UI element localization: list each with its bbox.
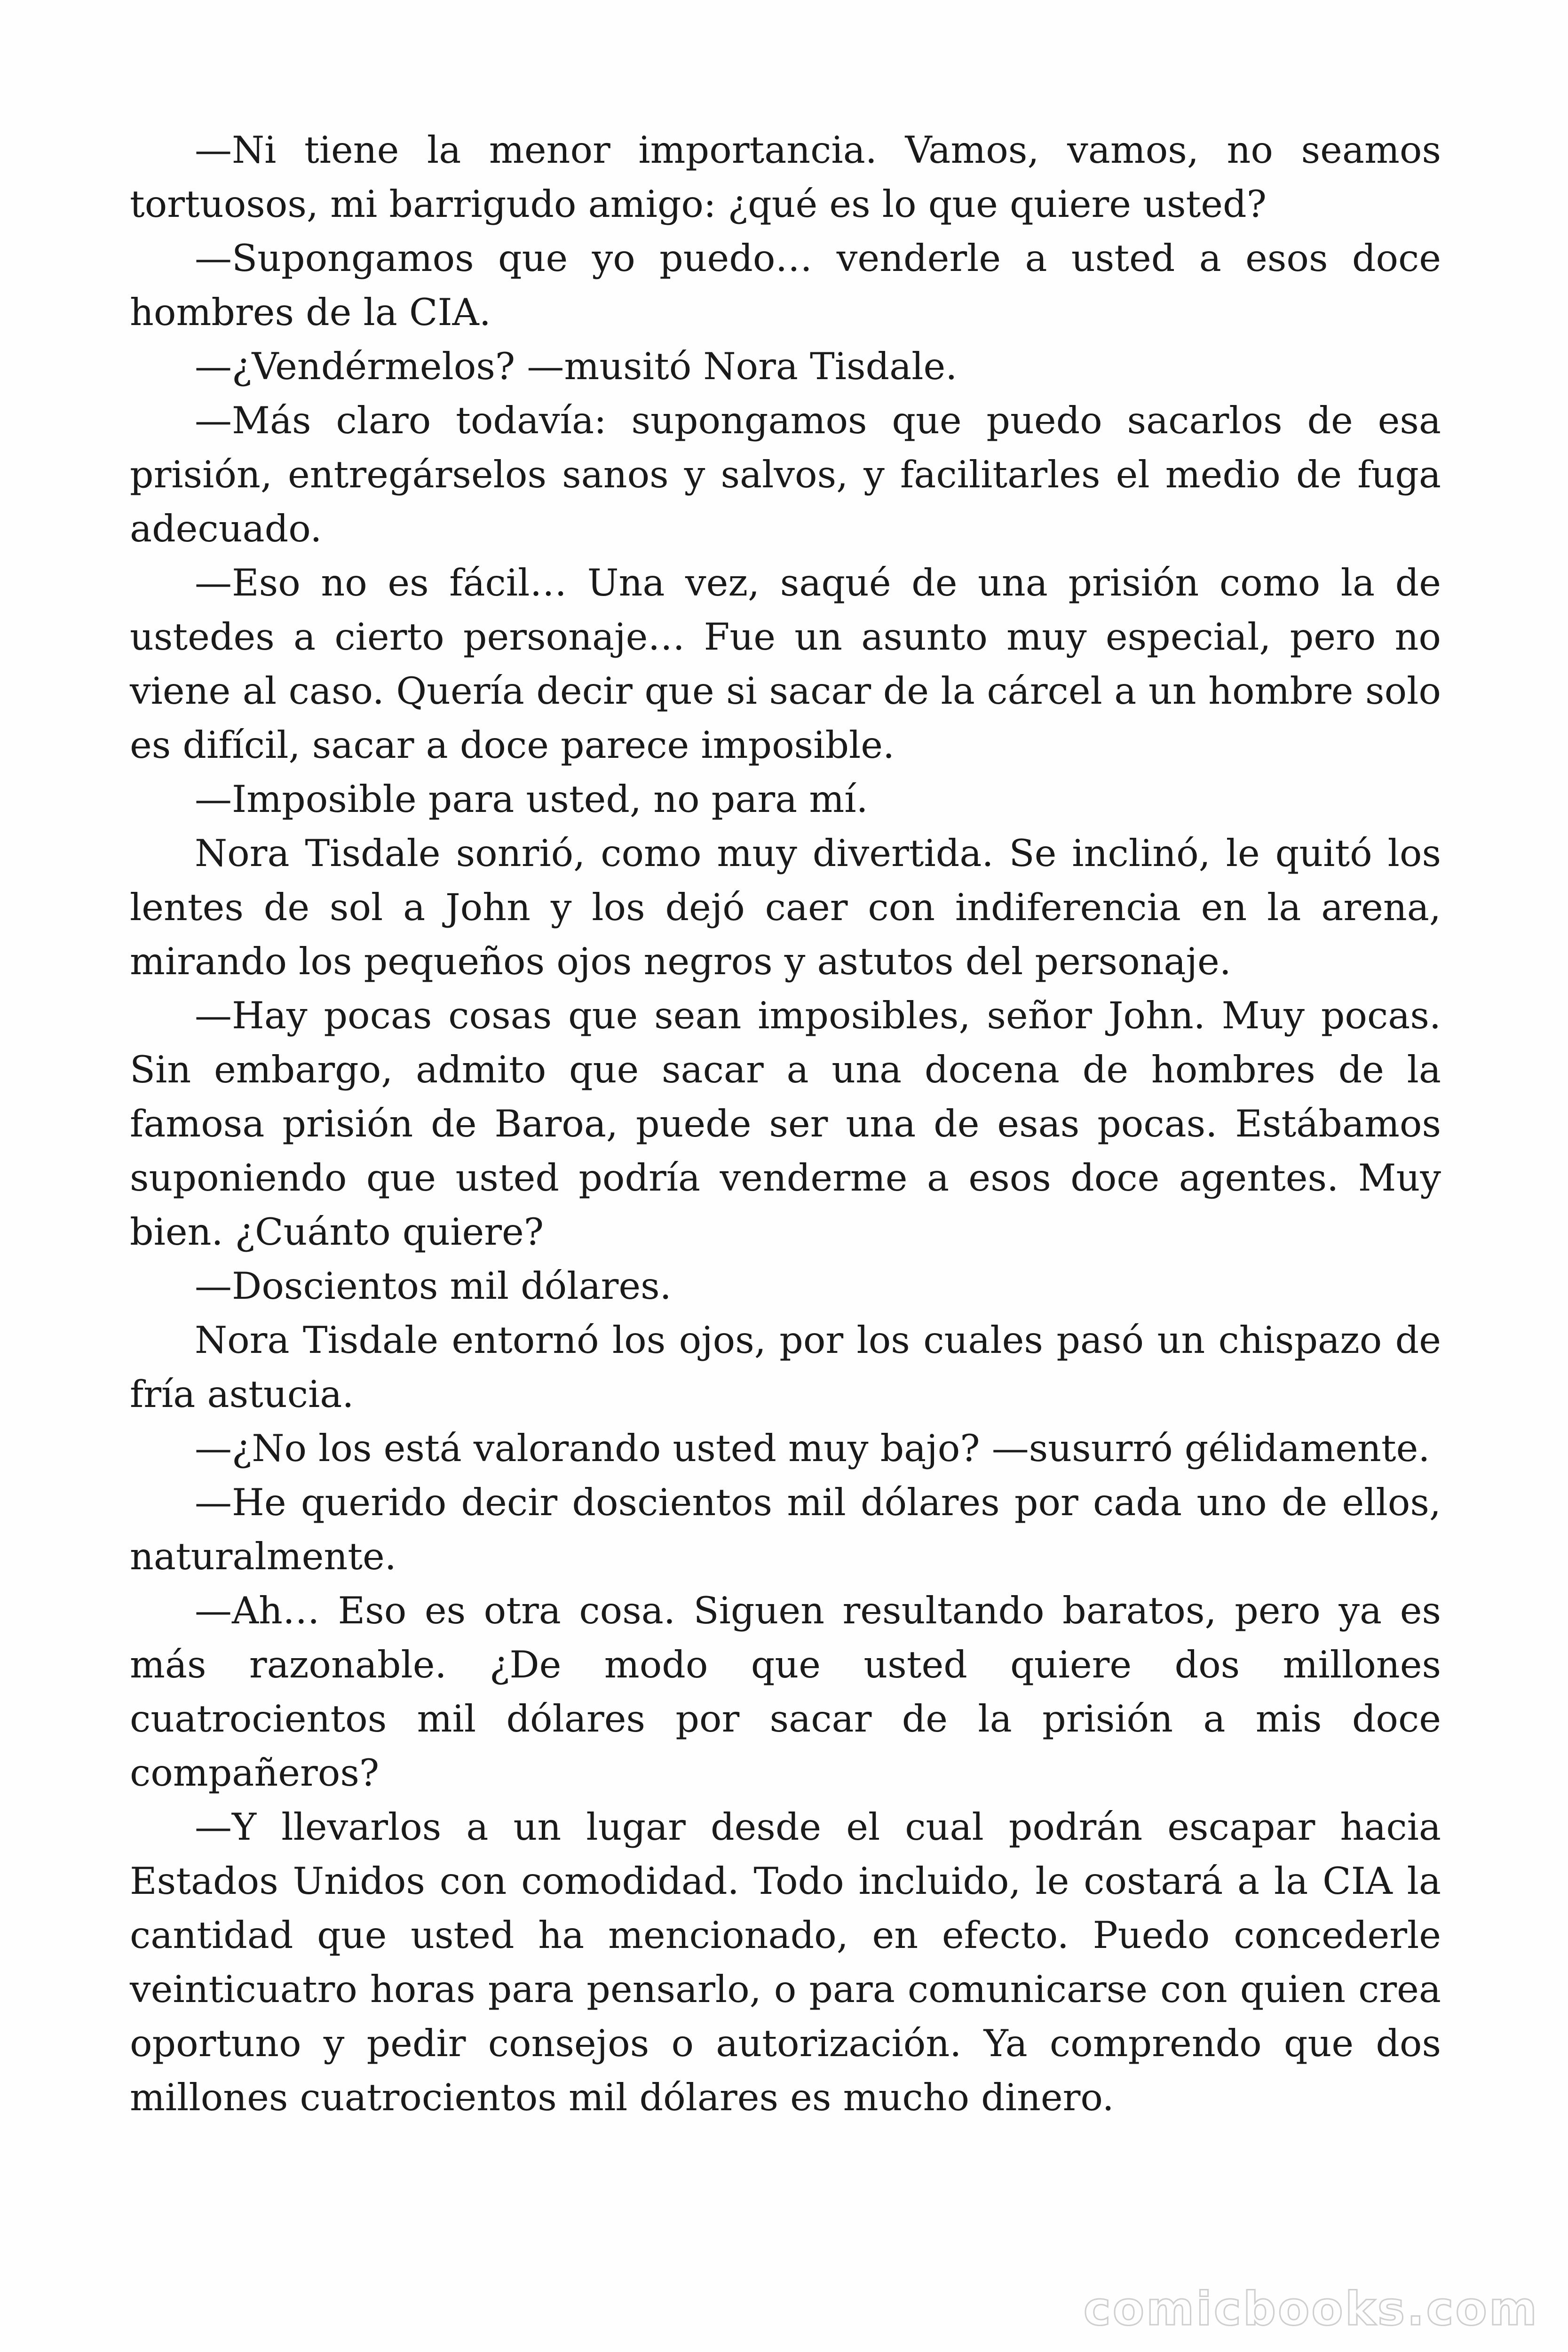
paragraph: —¿Vendérmelos? —musitó Nora Tisdale. (195, 345, 958, 388)
paragraph: —Doscientos mil dólares. (195, 1264, 672, 1308)
paragraph: —Y llevarlos a un lugar desde el cual podrán escapar hacia Estados Unidos con comodidad. Todo incluido, le costará a la CIA la cantidad que usted ha mencionado, en efecto. Puedo concederle veinticuatro horas para pensarlo, o para comunicarse con quien crea oportuno y pedir consejos o autorización. Ya comprendo que dos millones cuatrocientos mil dólares es mucho dinero. (130, 1805, 1441, 2119)
paragraph: —Imposible para usted, no para mí. (195, 778, 868, 821)
paragraph: —Ni tiene la menor importancia. Vamos, vamos, no seamos tortuosos, mi barrigudo amigo: ¿qué es lo que quiere usted? (130, 128, 1441, 226)
watermark: comicbooks.com (1083, 2282, 1539, 2336)
paragraph: —¿No los está valorando usted muy bajo? —susurró gélidamente. (195, 1427, 1430, 1470)
paragraph: —Ah… Eso es otra cosa. Siguen resultando baratos, pero ya es más razonable. ¿De modo que usted quiere dos millones cuatrocientos mil dólares por sacar de la prisión a mis doce compañeros? (130, 1589, 1441, 1795)
paragraph: Nora Tisdale sonrió, como muy divertida. Se inclinó, le quitó los lentes de sol a John y los dejó caer con indiferencia en la arena, mirando los pequeños ojos negros y astutos del personaje. (130, 832, 1441, 983)
paragraph: —Eso no es fácil… Una vez, saqué de una prisión como la de ustedes a cierto personaje… Fue un asunto muy especial, pero no viene al caso. Quería decir que si sacar de la cárcel a un hombre solo es difícil, sacar a doce parece imposible. (130, 561, 1441, 767)
paragraph: Nora Tisdale entornó los ojos, por los cuales pasó un chispazo de fría astucia. (130, 1319, 1441, 1416)
paragraph: —Supongamos que yo puedo… venderle a usted a esos doce hombres de la CIA. (130, 237, 1441, 334)
paragraph: —Más claro todavía: supongamos que puedo sacarlos de esa prisión, entregárselos sanos y salvos, y facilitarles el medio de fuga adecuado. (130, 399, 1441, 550)
paragraph: —He querido decir doscientos mil dólares por cada uno de ellos, naturalmente. (130, 1481, 1441, 1578)
page-text (130, 123, 1441, 2125)
paragraph: —Hay pocas cosas que sean imposibles, señor John. Muy pocas. Sin embargo, admito que sacar a una docena de hombres de la famosa prisión de Baroa, puede ser una de esas pocas. Estábamos suponiendo que usted podría venderme a esos doce agentes. Muy bien. ¿Cuánto quiere? (130, 994, 1441, 1254)
